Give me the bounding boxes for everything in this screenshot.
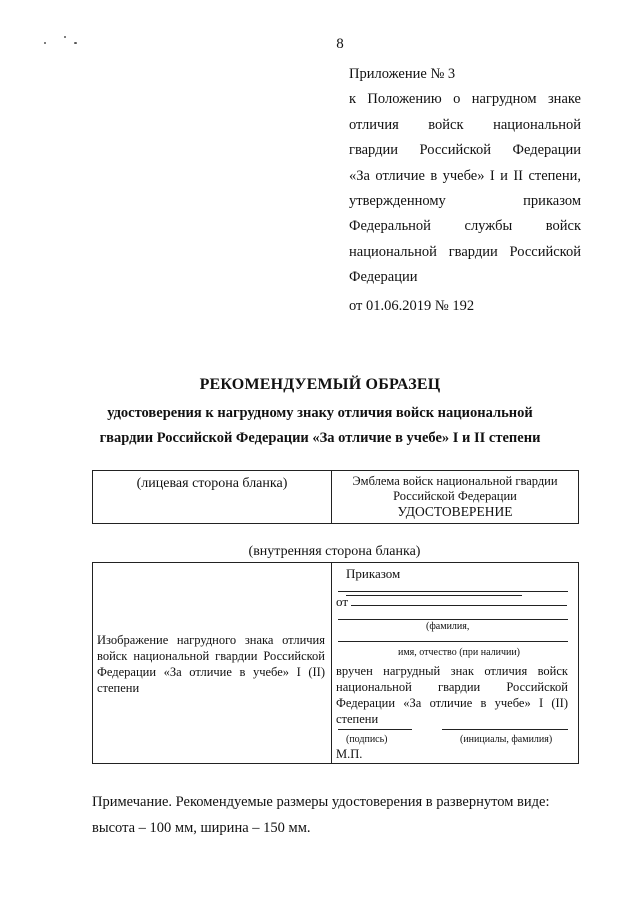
surname-hint: (фамилия, (426, 621, 470, 632)
document-title: РЕКОМЕНДУЕМЫЙ ОБРАЗЕЦ (199, 376, 441, 393)
appendix-line: национальной гвардии Российской (349, 243, 581, 260)
appendix-date: от 01.06.2019 № 192 (349, 297, 475, 314)
name-field-line[interactable] (338, 641, 568, 642)
seal-label: М.П. (336, 747, 363, 761)
inner-side-form (92, 562, 579, 764)
initials-hint: (инициалы, фамилия) (460, 734, 553, 745)
document-subtitle: гвардии Российской Федерации «За отличие в учебе» I и II степени (99, 430, 541, 446)
appendix-line: Федеральной службы войск (349, 218, 581, 235)
appendix-line: к Положению о нагрудном знаке (349, 91, 581, 108)
front-side-form (92, 470, 579, 524)
scan-specks (44, 36, 84, 48)
appendix-line: «За отличие в учебе» I и II степени, (349, 167, 581, 184)
from-row (336, 592, 567, 610)
order-label: Приказом (346, 566, 401, 581)
appendix-line: гвардии Российской Федерации (349, 142, 581, 159)
note-line: высота – 100 мм, ширина – 150 мм. (92, 820, 311, 836)
signature-hint: (подпись) (346, 734, 388, 745)
awarded-text: вручен нагрудный знак отличия войск национальной гвардии Российской Федерации «За отличие в учебе» I (II) степени (336, 664, 568, 726)
from-field-line[interactable] (351, 592, 567, 606)
from-label: от (336, 594, 349, 609)
emblem-caption: Эмблема войск национальной гвардии (352, 474, 558, 488)
inner-side-caption: (внутренняя сторона бланка) (248, 544, 421, 559)
appendix-title: Приложение № 3 (349, 66, 456, 82)
emblem-caption: Российской Федерации (393, 489, 517, 503)
appendix-block (349, 62, 581, 319)
document-subtitle: удостоверения к нагрудному знаку отличия войск национальной (107, 405, 533, 421)
badge-image-text: Изображение нагрудного знака отличия войск национальной гвардии Российской Федерации «За отличие в учебе» I (II) степени (97, 633, 325, 695)
appendix-line: Федерации (349, 269, 418, 286)
front-side-emblem-cell (332, 471, 578, 523)
appendix-line: отличия войск национальной (349, 116, 581, 133)
signature-line[interactable] (338, 729, 412, 730)
certificate-label: УДОСТОВЕРЕНИЕ (397, 504, 513, 519)
badge-image-cell (93, 563, 332, 763)
front-side-label: (лицевая сторона бланка) (93, 471, 332, 523)
blank-line[interactable] (338, 619, 568, 620)
initials-line[interactable] (442, 729, 568, 730)
appendix-line: утвержденному приказом (349, 193, 581, 210)
note-line: Примечание. Рекомендуемые размеры удостоверения в развернутом виде: (92, 794, 550, 810)
page-number: 8 (336, 36, 344, 52)
note-block (92, 789, 577, 841)
name-hint: имя, отчество (при наличии) (398, 647, 521, 658)
award-details-cell (332, 563, 578, 763)
